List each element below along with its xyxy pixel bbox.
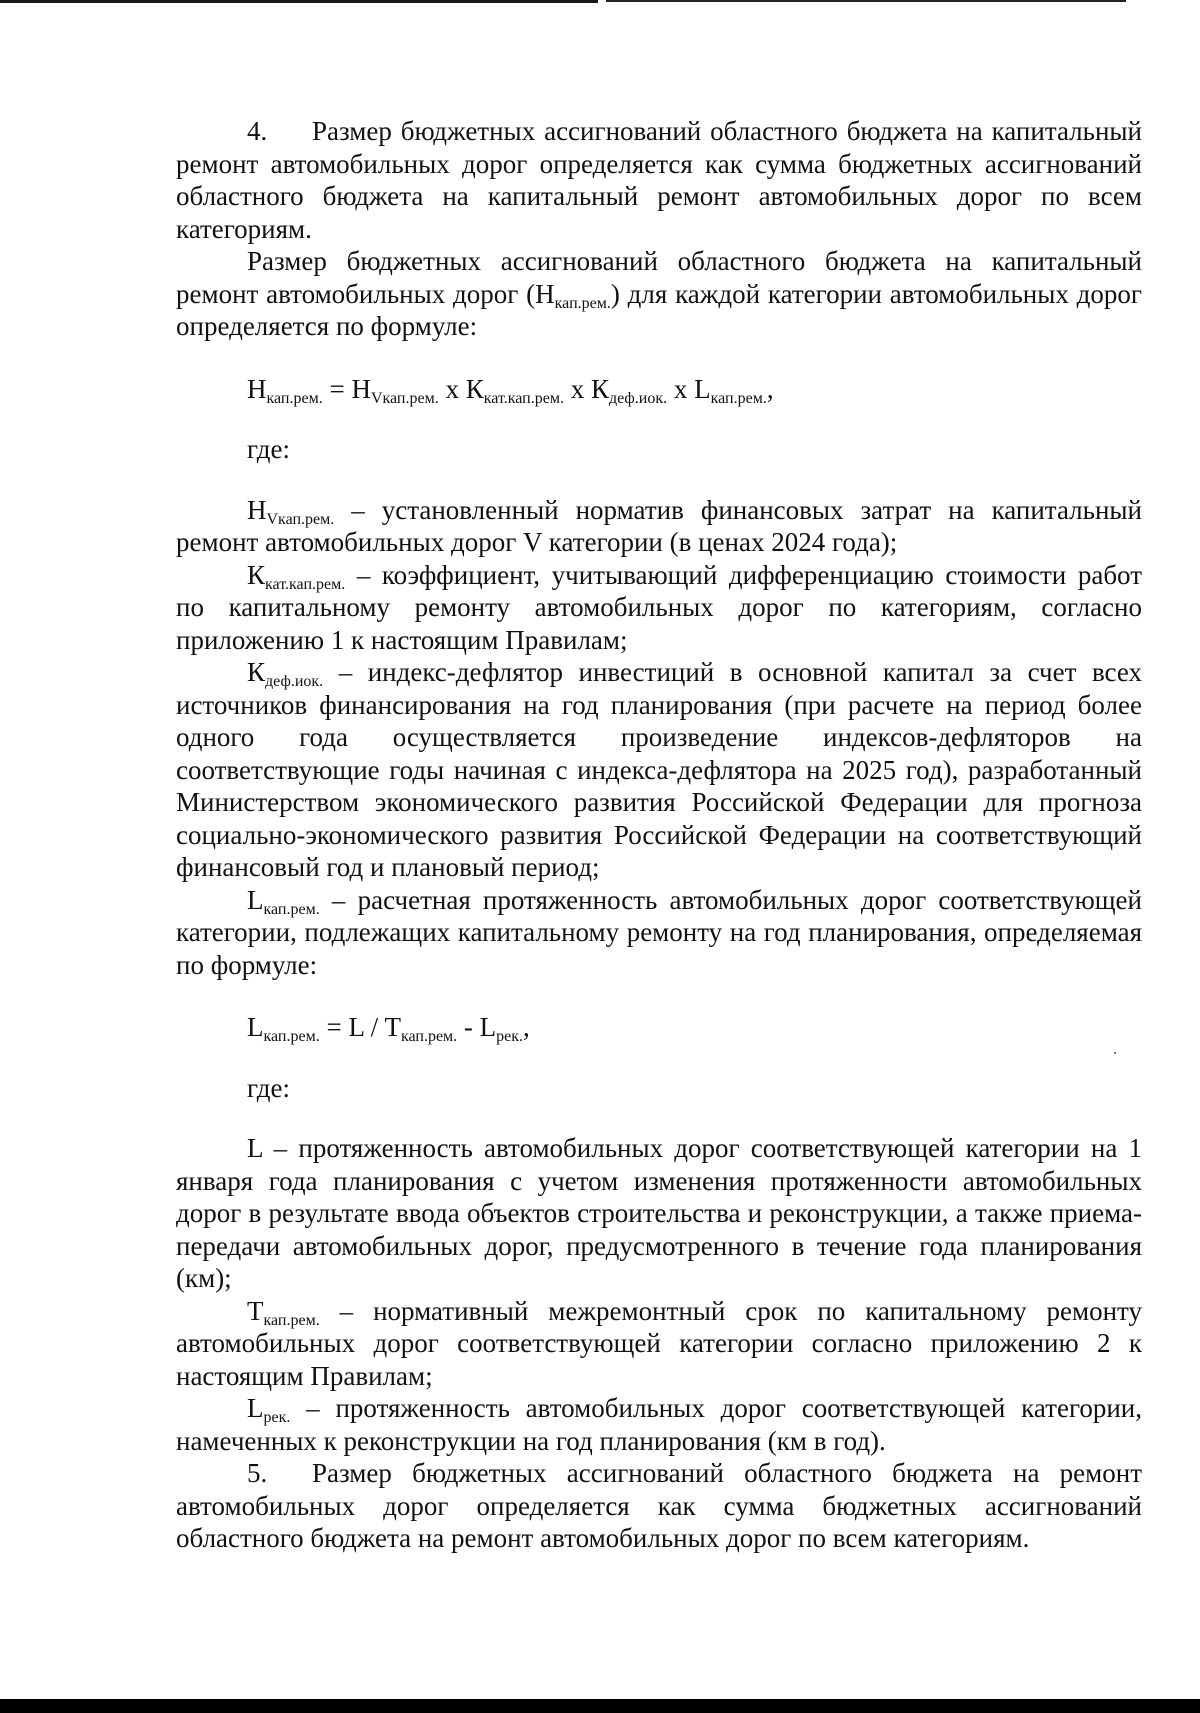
paragraph-5 <box>176 1457 1142 1555</box>
document-body <box>176 115 1142 1555</box>
symbol: L <box>247 884 264 915</box>
formula-term: = L / T <box>319 1012 401 1042</box>
definition-text: – установленный норматив финансовых затрат на капитальный ремонт автомобильных дорог V категории (в ценах 2024 года); <box>176 494 1142 557</box>
formula-term: x К <box>438 373 484 404</box>
subscript: кат.кап.рем. <box>265 575 346 593</box>
paragraph-number: 4. <box>247 116 268 146</box>
formula-capital-repair <box>176 373 1142 406</box>
where-label: где: <box>247 434 290 464</box>
definition-text: – индекс-дефлятор инвестиций в основной капитал за счет всех источников финансирования на год планирования (при расчете на период более одного года осуществляется произведение индексов-дефляторов на соответствующие годы начиная с индекса-дефлятора на 2025 год), разработанный Министерством экономического развития Российской Федерации для прогноза социально-экономического развития Российской Федерации на соответствующий финансовый год и плановый период; <box>176 657 1142 882</box>
subscript: Vкап.рем. <box>370 389 439 407</box>
formula-term: x L <box>667 373 711 404</box>
definition-l: L – протяженность автомобильных дорог соответствующей категории на 1 января года планирования с учетом изменения протяженности автомобильных дорог в результате ввода объектов строительства и реконструкции, а также приема-передачи автомобильных дорог, предусмотренного в течение года планирования (км); <box>176 1133 1142 1293</box>
subscript: кат.кап.рем. <box>483 389 564 407</box>
scan-edge-bottom <box>0 1699 1200 1713</box>
formula-term: - L <box>457 1012 497 1042</box>
paragraph-number: 5. <box>247 1458 268 1488</box>
definition-text: – нормативный межремонтный срок по капитальному ремонту автомобильных дорог соответствующей категории согласно приложению 2 к настоящим Правилам; <box>176 1295 1142 1391</box>
formula-term: L <box>247 1012 264 1042</box>
subscript: Vкап.рем. <box>266 510 335 528</box>
subscript: кап.рем. <box>263 1028 320 1045</box>
text-run: ) для каждой категории автомобильных дорог определяется по формуле: <box>176 278 1142 341</box>
paragraph-text: Размер бюджетных ассигнований областного бюджета на капитальный ремонт автомобильных дорог определяется как сумма бюджетных ассигнований областного бюджета на капитальный ремонт автомобильных дорог по всем категориям. <box>176 116 1142 244</box>
subscript: кап.рем. <box>400 1028 458 1045</box>
formula-term: Н <box>247 373 267 404</box>
formula-term: , <box>766 373 774 404</box>
symbol: К <box>247 657 266 687</box>
subscript: кап.рем. <box>263 1311 320 1329</box>
definition-lrek <box>176 1392 1142 1457</box>
subscript: деф.иок. <box>608 389 668 407</box>
definition-kdef <box>176 656 1142 884</box>
subscript: кап.рем. <box>710 389 767 407</box>
subscript: рек. <box>263 1409 291 1426</box>
scan-edge-top-right <box>606 0 1126 2</box>
definition-t <box>176 1295 1142 1393</box>
where-label: где: <box>247 1072 290 1103</box>
paragraph-text: Размер бюджетных ассигнований областного бюджета на ремонт автомобильных дорог определяется как сумма бюджетных ассигнований областного бюджета на ремонт автомобильных дорог по всем категориям. <box>176 1458 1142 1553</box>
formula-term: , <box>523 1012 530 1042</box>
definition-text: – расчетная протяженность автомобильных дорог соответствующей категории, подлежащих капитальному ремонту на год планирования, определяемая по формуле: <box>176 884 1142 980</box>
subscript: кап.рем. <box>554 294 611 312</box>
subscript: кап.рем. <box>263 900 320 918</box>
text-run: Размер бюджетных ассигнований областного бюджета на капитальный ремонт автомобильных дорог (Н <box>176 246 1142 309</box>
definition-lkap <box>176 884 1142 982</box>
formula-length <box>176 1011 1142 1044</box>
scan-edge-top-left <box>0 0 598 3</box>
subscript: рек. <box>496 1028 524 1045</box>
symbol: К <box>247 559 266 590</box>
paragraph-4 <box>176 115 1142 245</box>
definition-hv <box>176 494 1142 559</box>
symbol: Т <box>247 1295 264 1326</box>
subscript: кап.рем. <box>266 389 323 407</box>
formula-term: = Н <box>322 373 371 404</box>
definition-text: – коэффициент, учитывающий дифференциацию стоимости работ по капитальному ремонту автомобильных дорог по категориям, согласно приложению 1 к настоящим Правилам; <box>176 559 1142 655</box>
subscript: деф.иок. <box>265 673 324 690</box>
formula-intro-paragraph <box>176 245 1142 343</box>
formula-term: x К <box>563 373 609 404</box>
definition-text: – протяженность автомобильных дорог соответствующей категории, намеченных к реконструкции на год планирования (км в год). <box>176 1393 1142 1456</box>
definition-kkat <box>176 559 1142 657</box>
symbol: Н <box>247 494 267 525</box>
symbol: L <box>247 1393 264 1423</box>
